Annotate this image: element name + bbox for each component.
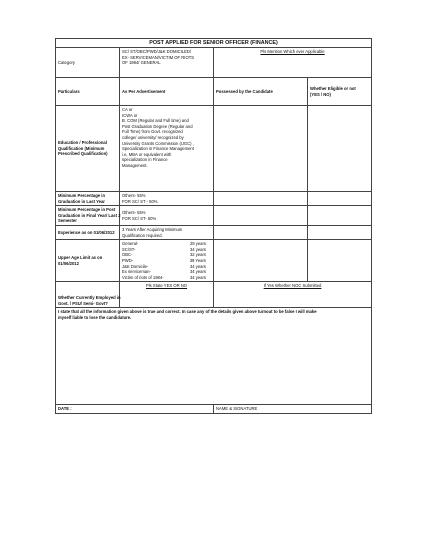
header-eligibility-line: (YES / NO) bbox=[310, 91, 331, 97]
education-requirement-line: Full Time) from Govt. recognized bbox=[122, 129, 183, 135]
form-table bbox=[55, 38, 372, 414]
education-requirement-line: college/ university/ recognized by bbox=[122, 134, 184, 140]
date-field[interactable] bbox=[56, 405, 214, 414]
age-limit-years: 34 years bbox=[189, 246, 206, 252]
postgrad-percentage-label-line: Minimum Percentage in Post bbox=[58, 207, 116, 213]
education-label bbox=[56, 106, 120, 192]
employment-state-note: Pls State YES OR NO bbox=[145, 283, 188, 289]
age-limit-category: Victim of riots of 1984- bbox=[122, 274, 164, 280]
header-row bbox=[56, 78, 372, 106]
age-limit-label-line: 01/06/2012 bbox=[58, 260, 79, 266]
title-row bbox=[56, 39, 372, 48]
form-title: POST APPLIED FOR SENIOR OFFICER (FINANCE) bbox=[56, 39, 372, 48]
education-label-line: Prescribed Qualification) bbox=[58, 151, 108, 157]
education-requirement-line: Specialization in Finance Management bbox=[122, 146, 194, 152]
category-row bbox=[56, 48, 372, 78]
age-limit-category: SC/ST- bbox=[122, 246, 136, 252]
postgrad-percentage-eligible-input[interactable] bbox=[308, 206, 372, 226]
age-limit-years: 29 years bbox=[189, 241, 206, 247]
graduation-percentage-eligible-input[interactable] bbox=[308, 192, 372, 206]
age-eligible-input[interactable] bbox=[308, 240, 372, 282]
application-form bbox=[55, 38, 371, 414]
age-limit-category: J&K Domicile- bbox=[122, 263, 149, 269]
age-limit-category: PWD- bbox=[122, 257, 134, 263]
education-requirement bbox=[120, 106, 214, 192]
experience-eligible-input[interactable] bbox=[308, 225, 372, 239]
employment-state-input[interactable] bbox=[120, 282, 214, 308]
age-limit-label bbox=[56, 240, 120, 282]
graduation-percentage-line: FOR SC/ ST - 50% bbox=[122, 198, 158, 204]
employment-noc-note: If Yes Whether NOC Submitted bbox=[263, 283, 322, 289]
header-as-per-advertisement: As Per Advertisement bbox=[120, 78, 214, 106]
declaration-line: myself liable to lose the candidature. bbox=[58, 314, 132, 320]
experience-requirement bbox=[120, 225, 214, 239]
header-eligibility-line: Whether Eligible or not bbox=[310, 85, 356, 91]
category-options bbox=[120, 48, 214, 78]
category-options-line: EX- SERVICEMAN/VICTIM OF RIOTS bbox=[122, 54, 195, 60]
experience-requirement-line: 3 Years After Acquiring Minimum bbox=[122, 226, 183, 232]
education-label-line: Education / Professional bbox=[58, 140, 107, 146]
age-limit-category: OBC- bbox=[122, 252, 133, 258]
education-requirement-line: B. COM (Regular and Full time) and bbox=[122, 118, 189, 124]
education-requirement-line: Management. bbox=[122, 162, 148, 168]
employment-noc-input[interactable] bbox=[214, 282, 372, 308]
education-row bbox=[56, 106, 372, 192]
postgrad-percentage-row bbox=[56, 206, 372, 226]
experience-possessed-input[interactable] bbox=[214, 225, 308, 239]
experience-label: Experience as on 01/06/2012 bbox=[56, 225, 120, 239]
experience-requirement-line: Qualification required. bbox=[122, 232, 163, 238]
header-eligibility bbox=[308, 78, 372, 106]
age-possessed-input[interactable] bbox=[214, 240, 308, 282]
graduation-percentage-possessed-input[interactable] bbox=[214, 192, 308, 206]
postgrad-percentage-requirement bbox=[120, 206, 214, 226]
declaration-line: I state that all the information given above is true and correct. In case any of the details given above turnout to be false I will make bbox=[58, 309, 317, 315]
graduation-percentage-row bbox=[56, 192, 372, 206]
age-limit-item bbox=[122, 275, 206, 281]
postgrad-percentage-label-line: Semester bbox=[58, 218, 77, 224]
age-limit-years: 34 years bbox=[189, 263, 206, 269]
education-requirement-line: Post Graduation Degree (Regular and bbox=[122, 123, 193, 129]
signature-field[interactable] bbox=[214, 405, 372, 414]
category-mention-note: Pls Mention Which ever Applicable bbox=[260, 49, 325, 54]
postgrad-percentage-line: Others- 55% bbox=[122, 209, 146, 215]
signature-label: NAME & SIGNATURE bbox=[216, 406, 258, 412]
category-input[interactable] bbox=[214, 48, 372, 78]
postgrad-percentage-possessed-input[interactable] bbox=[214, 206, 308, 226]
signature-row bbox=[56, 405, 372, 414]
education-requirement-line: CA or bbox=[122, 107, 133, 112]
education-eligible-input[interactable] bbox=[308, 106, 372, 192]
education-requirement-line: University Grants Commission (UGC) , bbox=[122, 140, 194, 146]
employment-row bbox=[56, 282, 372, 308]
education-possessed-input[interactable] bbox=[214, 106, 308, 192]
education-label-line: Qualification (Minimum bbox=[58, 145, 105, 151]
age-limit-years: 34 years bbox=[189, 274, 206, 280]
graduation-percentage-label-line: Minimum Percentage in bbox=[58, 193, 106, 198]
education-requirement-line: i.e, MBA or equivalent with bbox=[122, 151, 172, 157]
age-limit-years: 39 Years bbox=[189, 257, 206, 263]
declaration-row bbox=[56, 308, 372, 405]
age-limit-years: 34 years bbox=[189, 269, 206, 275]
graduation-percentage-label bbox=[56, 192, 120, 206]
postgrad-percentage-line: FOR SC/ ST- 50% bbox=[122, 215, 157, 221]
age-limit-label-line: Upper Age Limit as on bbox=[58, 255, 103, 261]
education-requirement-line: ICWA or bbox=[122, 112, 138, 118]
date-label: DATE : bbox=[58, 406, 72, 412]
category-options-line: SC/ ST/OBC/PWD/J&K DOMICILED/ bbox=[122, 49, 192, 54]
experience-row bbox=[56, 225, 372, 239]
graduation-percentage-label-line: Graduation in Last Year bbox=[58, 198, 105, 204]
education-requirement-line: specialization in Finance bbox=[122, 157, 168, 163]
postgrad-percentage-label-line: Graduation in Final Year/ Last 2 bbox=[58, 212, 121, 218]
category-options-line: OF 1984/ GENERAL bbox=[122, 60, 161, 66]
age-limit-years: 32 years bbox=[189, 252, 206, 258]
age-limit-category: General- bbox=[122, 241, 139, 247]
postgrad-percentage-label bbox=[56, 206, 120, 226]
graduation-percentage-requirement bbox=[120, 192, 214, 206]
employment-label-line: Whether Currently Employed in bbox=[58, 295, 121, 301]
age-limit-row bbox=[56, 240, 372, 282]
age-limit-list bbox=[120, 240, 214, 282]
age-limit-category: Ex serviceman- bbox=[122, 269, 151, 275]
header-particulars: Particulars bbox=[56, 78, 120, 106]
employment-label bbox=[56, 282, 120, 308]
header-possessed-by-candidate: Possessed by the Candidate bbox=[214, 78, 308, 106]
employment-label-line: Govt. / PSU/ Semi- Govt? bbox=[58, 300, 108, 306]
graduation-percentage-line: Others- 55% bbox=[122, 193, 146, 198]
declaration bbox=[56, 308, 372, 405]
category-label: Category bbox=[56, 48, 120, 78]
